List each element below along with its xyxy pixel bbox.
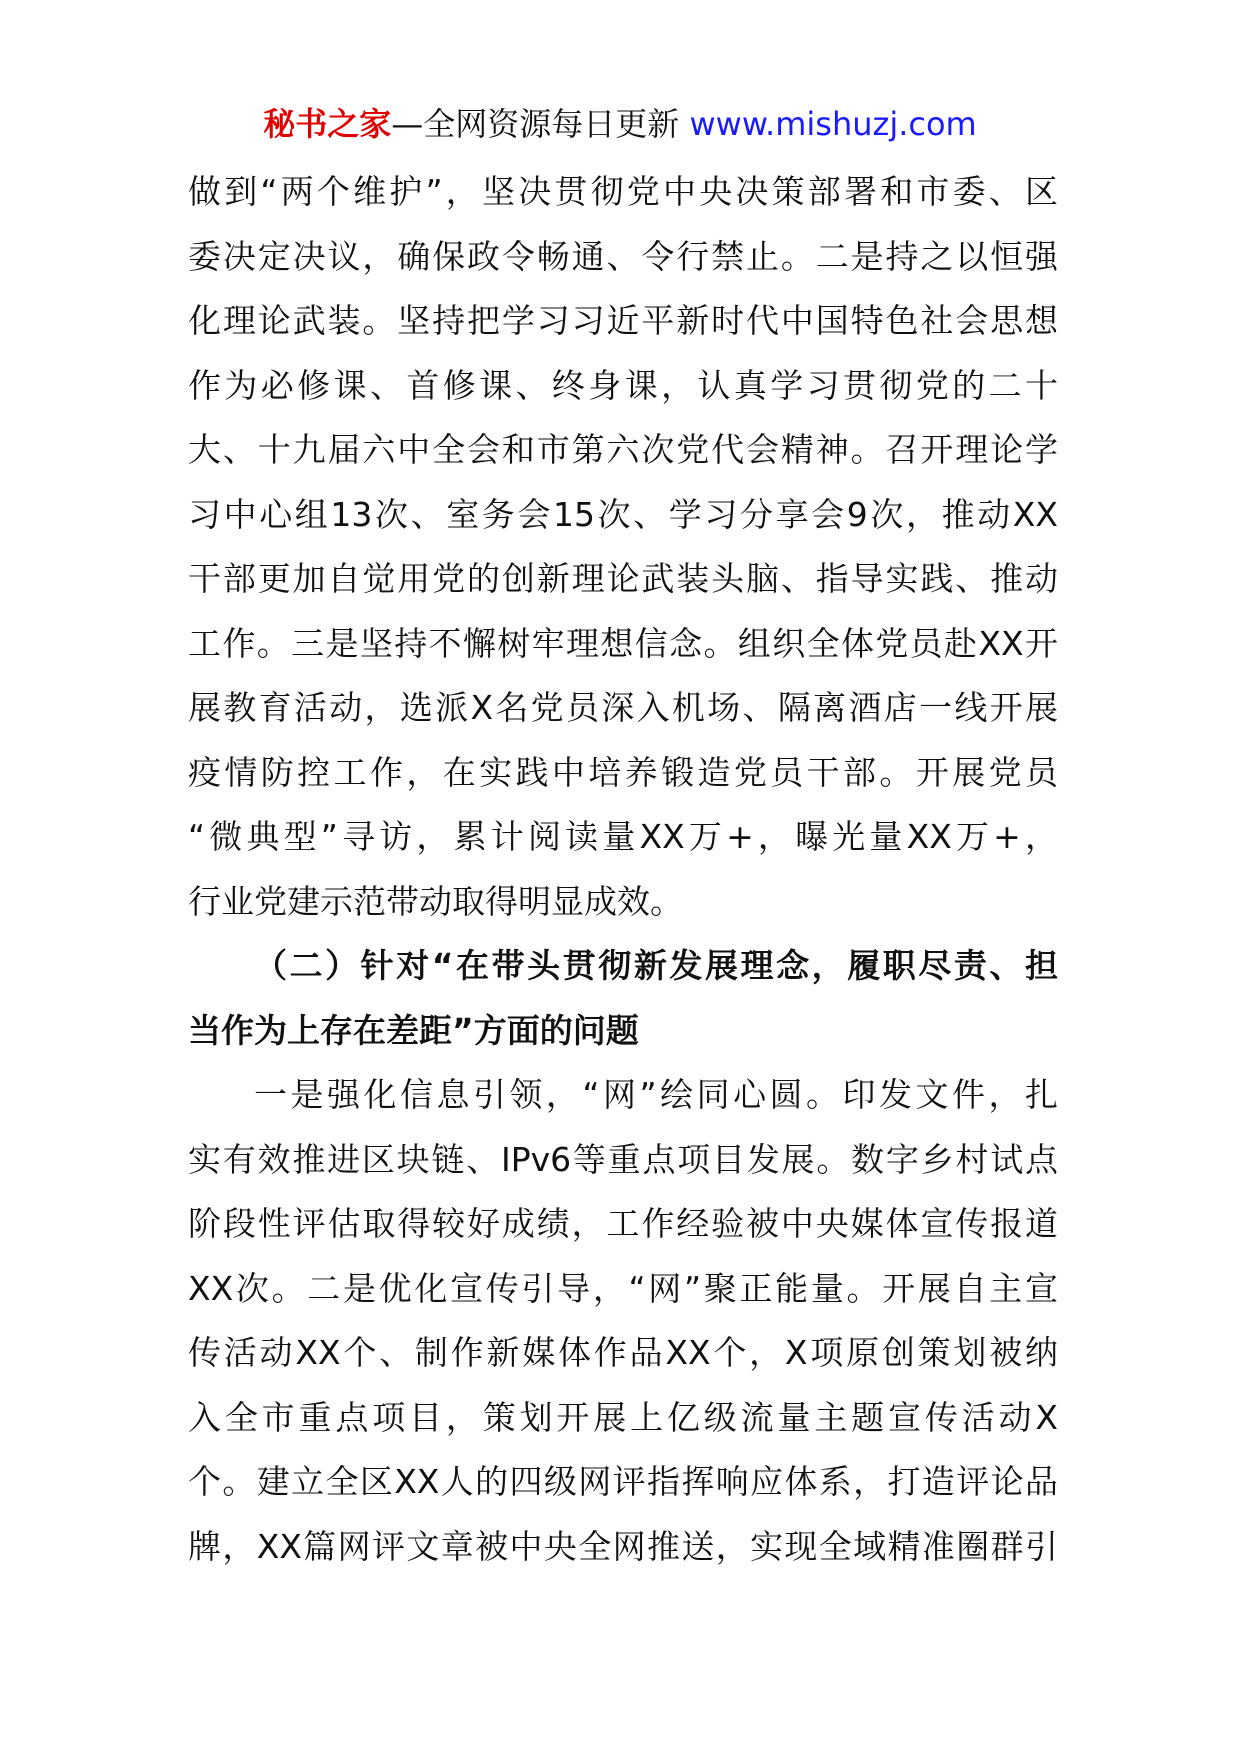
text-line: “微典型”寻访，累计阅读量XX万+，曝光量XX万+， [188, 817, 1058, 856]
text-line: 做到“两个维护”，坚决贯彻党中央决策部署和市委、区 [188, 172, 1058, 211]
text-line: 传活动XX个、制作新媒体作品XX个，X项原创策划被纳 [188, 1333, 1058, 1372]
text-line: 作为必修课、首修课、终身课，认真学习贯彻党的二十 [188, 365, 1058, 405]
header-slogan: —全网资源每日更新 [391, 105, 680, 143]
document-body [188, 160, 1058, 1579]
text-line: 行业党建示范带动取得明显成效。 [188, 881, 683, 921]
header-url-link[interactable]: www.mishuzj.com [689, 105, 977, 143]
heading-line: 当作为上存在差距”方面的问题 [188, 1010, 639, 1050]
text-line: 阶段性评估取得较好成绩，工作经验被中央媒体宣传报道 [188, 1204, 1058, 1243]
text-line: 委决定决议，确保政令畅通、令行禁止。二是持之以恒强 [188, 236, 1058, 276]
text-line: 展教育活动，选派X名党员深入机场、隔离酒店一线开展 [188, 688, 1058, 727]
text-line: 工作。三是坚持不懈树牢理想信念。组织全体党员赴XX开 [188, 623, 1058, 663]
text-line: 化理论武装。坚持把学习习近平新时代中国特色社会思想 [188, 301, 1058, 340]
paragraph-2 [188, 1063, 1058, 1579]
text-line: 个。建立全区XX人的四级网评指挥响应体系，打造评论品 [188, 1462, 1058, 1501]
text-line: XX次。二是优化宣传引导，“网”聚正能量。开展自主宣 [188, 1268, 1058, 1308]
text-line: 习中心组13次、室务会15次、学习分享会9次，推动XX [188, 494, 1058, 534]
text-line: 牌，XX篇网评文章被中央全网推送，实现全域精准圈群引 [188, 1526, 1058, 1566]
heading-line: （二）针对“在带头贯彻新发展理念，履职尽责、担 [254, 946, 1058, 985]
text-line: 实有效推进区块链、IPv6等重点项目发展。数字乡村试点 [188, 1139, 1058, 1179]
page-header [0, 100, 1240, 148]
text-line: 干部更加自觉用党的创新理论武装头脑、指导实践、推动 [188, 559, 1058, 598]
paragraph-1 [188, 160, 1058, 934]
text-line: 大、十九届六中全会和市第六次党代会精神。召开理论学 [188, 430, 1058, 469]
text-line: 一是强化信息引领，“网”绘同心圆。印发文件，扎 [254, 1075, 1058, 1114]
section-heading [188, 934, 1058, 1063]
header-brand: 秘书之家 [263, 105, 392, 143]
text-line: 入全市重点项目，策划开展上亿级流量主题宣传活动X [188, 1397, 1058, 1437]
text-line: 疫情防控工作，在实践中培养锻造党员干部。开展党员 [188, 752, 1058, 792]
